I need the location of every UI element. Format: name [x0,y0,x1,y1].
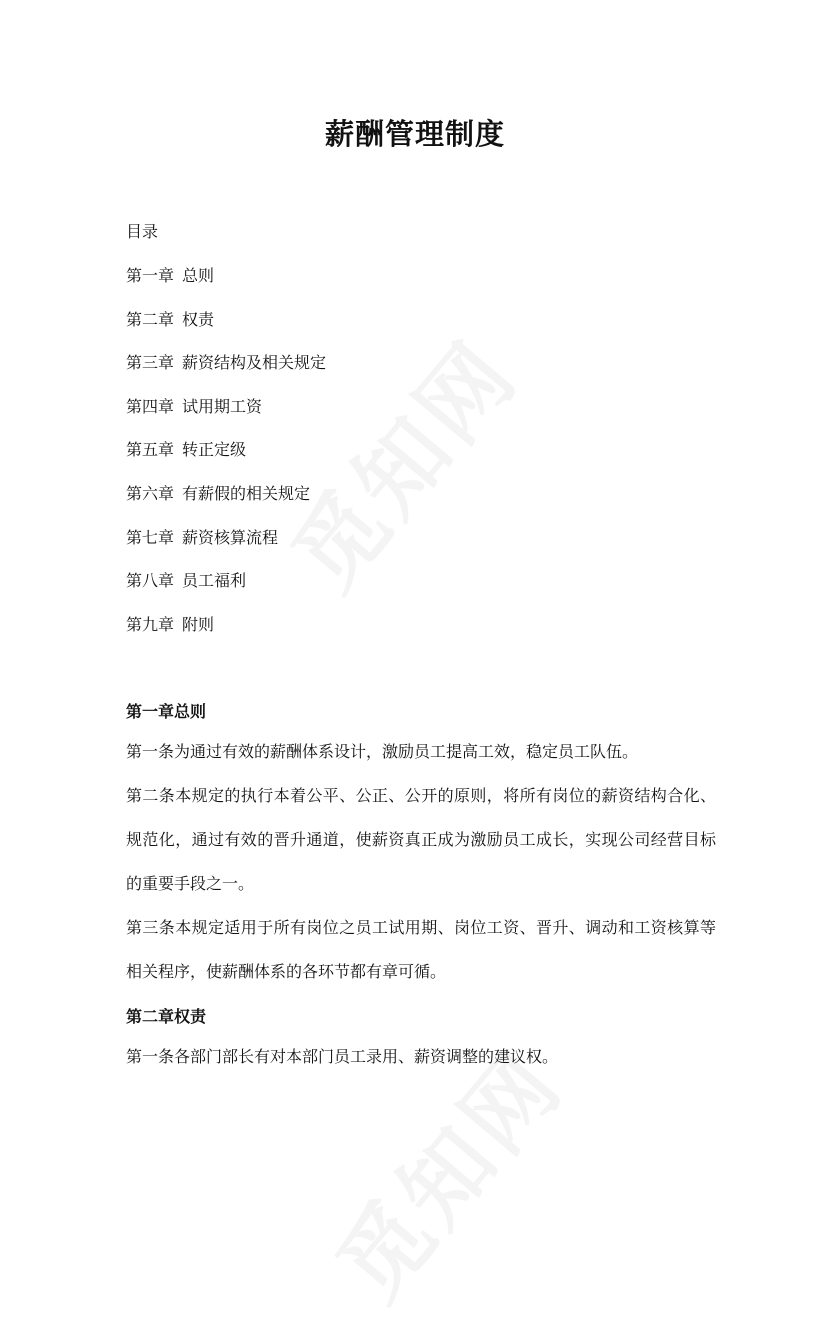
toc-chapter-label: 薪资结构及相关规定 [182,353,327,373]
toc-chapter-label: 权责 [182,309,215,329]
toc-chapter-number: 第三章 [126,353,175,373]
toc-chapter-label: 试用期工资 [182,396,263,416]
toc-chapter-number: 第五章 [126,440,175,460]
toc-item [126,396,326,440]
toc-chapter-number: 第一章 [126,266,175,285]
toc-item [126,614,326,658]
section-heading: 第一章总则 [126,702,207,721]
toc-item [126,265,326,309]
section-heading: 第二章权责 [126,1007,207,1026]
toc-chapter-label: 转正定级 [182,440,247,460]
document-title: 薪酬管理制度 [324,117,505,151]
toc-item [126,527,326,571]
toc-item [126,439,326,483]
paragraph: 第一条为通过有效的薪酬体系设计，激励员工提高工效，稳定员工队伍。 [126,742,639,761]
toc-item [126,309,326,353]
document-body [126,700,716,1090]
toc-heading: 目录 [126,222,159,241]
toc-chapter-number: 第七章 [126,527,175,547]
toc-item [126,570,326,614]
toc-chapter-number: 第九章 [126,614,175,634]
toc-item [126,352,326,396]
toc-chapter-number: 第四章 [126,396,175,416]
toc-chapter-label: 薪资核算流程 [182,527,279,547]
toc-chapter-label: 员工福利 [182,571,247,591]
paragraph: 第一条各部门部长有对本部门员工录用、薪资调整的建议权。 [126,1047,559,1066]
toc-chapter-label: 总则 [182,266,215,285]
toc-chapter-number: 第六章 [126,483,175,503]
toc-chapter-number: 第八章 [126,571,175,591]
toc-chapter-number: 第二章 [126,309,175,329]
toc-chapter-label: 附则 [182,614,215,634]
toc-item [126,483,326,527]
toc-chapter-label: 有薪假的相关规定 [182,483,311,503]
paragraph: 第三条本规定适用于所有岗位之员工试用期、岗位工资、晋升、调动和工资核算等相关程序，使薪酬体系的各环节都有章可循。 [126,918,716,981]
paragraph: 第二条本规定的执行本着公平、公正、公开的原则，将所有岗位的薪资结构合化、规范化，通过有效的晋升通道，使薪资真正成为激励员工成长，实现公司经营目标的重要手段之一。 [126,786,716,893]
table-of-contents [126,265,326,657]
